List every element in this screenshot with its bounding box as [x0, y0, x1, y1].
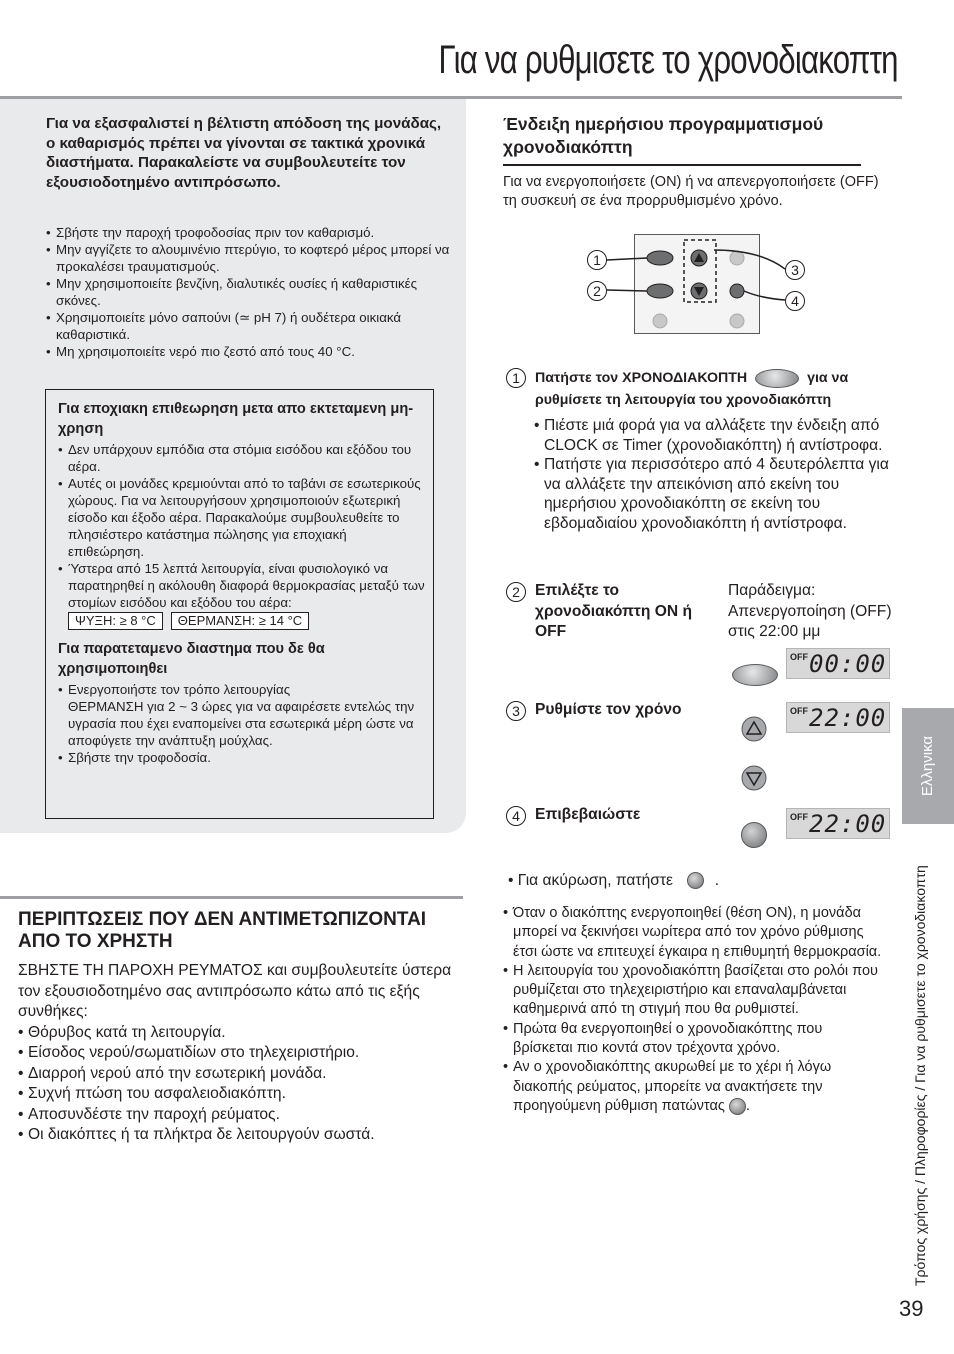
lcd-time: 00:00: [809, 650, 887, 678]
cancel-text: .: [714, 872, 720, 889]
list-item: [503, 1058, 885, 1116]
page-title: Για να ρυθμισετε το χρονοδιακοπτη: [438, 38, 898, 82]
section-path: [904, 836, 934, 1286]
lcd-time: 22:00: [809, 810, 887, 838]
timer-intro: Για να ενεργοποιήσετε (ON) ή να απενεργοποιήσετε (OFF) τη συσκευή σε ένα προρρυθμισμένο χρόνο.: [503, 174, 879, 209]
callout-3: 3: [785, 260, 805, 280]
cancel-button-icon: [729, 1098, 746, 1115]
step-2-title: Επιλέξτε το χρονοδιακόπτη ON ή OFF: [535, 582, 692, 640]
lcd-display: [786, 808, 890, 839]
callout-2: 2: [587, 281, 607, 301]
set-button: [730, 284, 744, 298]
list-item: • Πατήστε για περισσότερο από 4 δευτερόλεπτα για να αλλάξετε την απεικόνιση από εκείνη του ημερήσιου χρονοδιακόπτη σε εκείνη του εβδομαδιαίου χρονοδιακόπτη ή αντίστροφα.: [534, 455, 896, 533]
up-down-buttons: [738, 712, 772, 796]
list-item: • Πιέστε μιά φορά για να αλλάξετε την ένδειξη από CLOCK σε Timer (χρονοδιακόπτη) ή αντίστροφα.: [534, 416, 896, 455]
step-4-title: Επιβεβαιώστε: [535, 806, 641, 823]
leader-line: [714, 250, 785, 269]
list-item: • Σβήστε την τροφοδοσία.: [58, 749, 426, 766]
timer-button: [647, 284, 673, 298]
language-tab-label: Ελληνικα: [919, 735, 936, 797]
troubleshoot-intro: ΣΒΗΣΤΕ ΤΗ ΠΑΡΟΧΗ ΡΕΥΜΑΤΟΣ και συμβουλευτείτε ύστερα τον εξουσιοδοτημένο σας αντιπρόσωπο κάτω από τις εξής συνθήκες:: [18, 962, 452, 1020]
seasonal-box: [45, 389, 434, 819]
list-item: • Μην αγγίζετε το αλουμινένιο πτερύγιο, το κοφτερό μέρος μπορεί να προκαλέσει τραυματισμούς.: [46, 241, 451, 275]
step-3-number: 3: [506, 701, 526, 721]
step-1-text: Πατήστε τον ΧΡΟΝΟΔΙΑΚΟΠΤΗ: [535, 370, 748, 386]
page-number: 39: [899, 1296, 924, 1321]
timer-button-icon: [755, 369, 799, 388]
troubleshoot-heading: ΠΕΡΙΠΤΩΣΕΙΣ ΠΟΥ ΔΕΝ ΑΝΤΙΜΕΤΩΠΙΖΟΝΤΑΙ ΑΠΟ ΤΟ ΧΡΗΣΤΗ: [18, 909, 427, 952]
button-dot: [730, 251, 744, 265]
list-item: • Είσοδος νερού/σωματιδίων στο τηλεχειριστήριο.: [18, 1043, 458, 1064]
cleaning-intro: Για να εξασφαλιστεί η βέλτιστη απόδοση της μονάδας, ο καθαρισμός πρέπει να γίνονται σε τακτικά χρονικά διαστήματα. Παρακαλείστε να συμβουλευτείτε τον εξουσιοδοτημένο αντιπρόσωπο.: [46, 115, 442, 191]
timer-notes: [503, 904, 885, 1116]
step-1-text: ρυθμίσετε τη λειτουργία του χρονοδιακόπτη: [535, 392, 832, 408]
lcd-display: [786, 648, 890, 679]
button-dot: [653, 314, 667, 328]
timer-heading-rule: [503, 164, 861, 166]
list-item: • Συχνή πτώση του ασφαλειοδιακόπτη.: [18, 1084, 458, 1105]
longterm-list: [58, 681, 426, 766]
timer-button-icon: [732, 664, 778, 686]
list-item: • Όταν ο διακόπτης ενεργοποιηθεί (θέση ON), η μονάδα μπορεί να ξεκινήσει νωρίτερα από τον χρόνο ρύθμισης έτσι ώστε να επιτευχεί έγκαιρα η επιθυμητή θερμοκρασία.: [503, 904, 885, 962]
lcd-off-label: OFF: [790, 706, 808, 716]
list-item: • Χρησιμοποιείτε μόνο σαπούνι (≃ pH 7) ή ουδέτερα οικιακά καθαριστικά.: [46, 309, 451, 343]
list-item: • Διαρροή νερού από την εσωτερική μονάδα.: [18, 1064, 458, 1085]
remote-diagram-overlay: [580, 228, 810, 338]
leader-line: [744, 291, 785, 300]
troubleshoot-list: [18, 1023, 458, 1146]
list-item: • Θόρυβος κατά τη λειτουργία.: [18, 1023, 458, 1044]
timer-button: [647, 251, 673, 265]
list-item-text: ΘΕΡΜΑΝΣΗ για 2 ~ 3 ώρες για να αφαιρέσετε εντελώς την υγρασία που έχει εναπομείνει στα εσωτερικά μέρη ώστε να αποφύγετε την ανάπτυξη μούχλας.: [68, 699, 415, 748]
list-item: • Πρώτα θα ενεργοποιηθεί ο χρονοδιακόπτης που βρίσκεται πιο κοντά στον τρέχοντα χρόνο.: [503, 1020, 885, 1059]
cleaning-list: [46, 224, 451, 360]
leader-line: [607, 258, 647, 260]
lcd-off-label: OFF: [790, 812, 808, 822]
list-item: • Δεν υπάρχουν εμπόδια στα στόμια εισόδου και εξόδου του αέρα.: [58, 441, 426, 475]
lcd-off-label: OFF: [790, 652, 808, 662]
list-item-text: Αν ο χρονοδιακόπτης ακυρωθεί με το χέρι ή λόγω διακοπής ρεύματος, μπορείτε να ανακτήσετε την προηγούμενη ρύθμιση πατώντας: [513, 1059, 832, 1114]
list-item: • Η λειτουργία του χρονοδιακόπτη βασίζεται στο ρολόι που ρυθμίζεται στο τηλεχειριστήριο και επαναλαμβάνεται καθημερινά από τη στιγμή που θα ρυθμιστεί.: [503, 962, 885, 1020]
list-item: • Μην χρησιμοποιείτε βενζίνη, διαλυτικές ουσίες ή καθαριστικές σκόνες.: [46, 275, 451, 309]
seasonal-list: [58, 441, 426, 611]
step-1-number: 1: [506, 368, 526, 388]
cancel-line: [508, 871, 888, 891]
seasonal-heading: Για εποχιακη επιθεωρηση μετα απο εκτεταμενη μη-χρηση: [58, 401, 414, 437]
lcd-display: [786, 702, 890, 733]
step-1-list: [534, 416, 896, 533]
step-1-text: για να: [807, 370, 849, 386]
button-dot: [730, 314, 744, 328]
language-tab: [902, 708, 954, 824]
temp-diff-row: [68, 612, 426, 630]
step-1-title: [535, 367, 895, 411]
cancel-text: • Για ακύρωση, πατήστε: [508, 872, 673, 889]
list-item-text: Ενεργοποιήστε τον τρόπο λειτουργίας: [68, 682, 291, 697]
step-2-number: 2: [506, 582, 526, 602]
leader-line: [607, 290, 647, 291]
list-item-text: .: [745, 1097, 750, 1114]
list-item: [58, 681, 426, 749]
cool-diff: ΨΥΞΗ: ≥ 8 °C: [68, 612, 163, 630]
section-path-text: Τρόπος χρήσης / Πληροφορίες / Για να ρυθμισετε το χρονοδιακοπτη: [912, 865, 928, 1286]
list-item: • Αυτές οι μονάδες κρεμιούνται από το ταβάνι σε εσωτερικούς χώρους. Για να λειτουργήσουν χρησιμοποιούν εξωτερική είσοδο και έξοδο αέρα. Παρακαλούμε συμβουλευθείτε το πλησιέστερο κατάστημα πώλησης για εποχιακή επιθεώρηση.: [58, 475, 426, 560]
set-button-icon: [741, 822, 767, 848]
lcd-time: 22:00: [809, 704, 887, 732]
list-item: • Αποσυνδέστε την παροχή ρεύματος.: [18, 1105, 458, 1126]
mid-divider: [0, 896, 463, 899]
callout-4: 4: [785, 291, 805, 311]
cancel-button-icon: [687, 872, 704, 889]
step-3-title: Ρυθμίστε τον χρόνο: [535, 701, 682, 718]
troubleshoot-body: [18, 961, 458, 1146]
list-item: • Ύστερα από 15 λεπτά λειτουργία, είναι φυσιολογικό να παρατηρηθεί η ακόλουθη διαφορά θερμοκρασίας μεταξύ των στομίων εισόδου και εξόδου του αέρα:: [58, 560, 426, 611]
list-item: • Μη χρησιμοποιείτε νερό πιο ζεστό από τους 40 °C.: [46, 343, 451, 360]
callout-1: 1: [587, 250, 607, 270]
step-2-example: Παράδειγμα: Απενεργοποίηση (OFF) στις 22:00 μμ: [728, 582, 892, 640]
timer-heading: Ένδειξη ημερήσιου προγραμματισμού χρονοδιακόπτη: [503, 114, 824, 157]
list-item: • Σβήστε την παροχή τροφοδοσίας πριν τον καθαρισμό.: [46, 224, 451, 241]
list-item: • Οι διακόπτες ή τα πλήκτρα δε λειτουργούν σωστά.: [18, 1125, 458, 1146]
longterm-heading: Για παρατεταμενο διαστημα που δε θα χρησιμοποιηθει: [58, 641, 325, 677]
heat-diff: ΘΕΡΜΑΝΣΗ: ≥ 14 °C: [171, 612, 309, 630]
step-4-number: 4: [506, 806, 526, 826]
